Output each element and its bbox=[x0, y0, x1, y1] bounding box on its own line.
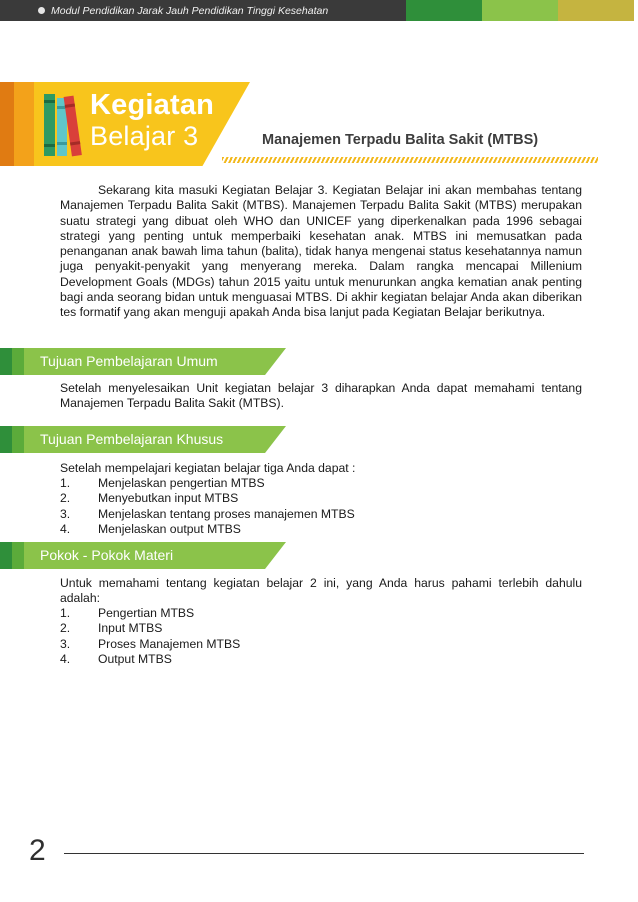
bullet-icon bbox=[38, 7, 45, 14]
title-hatch-underline bbox=[222, 157, 598, 163]
footer-rule bbox=[64, 853, 584, 854]
khusus-list bbox=[60, 476, 355, 537]
umum-paragraph: Setelah menyelesaikan Unit kegiatan belajar 3 diharapkan Anda dapat memahami tentang Manajemen Terpadu Balita Sakit (MTBS). bbox=[60, 381, 582, 411]
header-color-block-lightgreen bbox=[482, 0, 558, 21]
header-edge bbox=[634, 0, 638, 21]
header-dark-band bbox=[0, 0, 406, 21]
section-header-umum bbox=[0, 348, 290, 375]
list-item: 1. Pengertian MTBS bbox=[60, 606, 195, 620]
list-item: 3. Menjelaskan tentang proses manajemen MTBS bbox=[60, 506, 355, 521]
list-item: 2. Menyebutkan input MTBS bbox=[60, 491, 239, 506]
list-item: 1. Menjelaskan pengertian MTBS bbox=[60, 476, 265, 490]
header-bar bbox=[0, 0, 638, 21]
books-icon bbox=[42, 88, 82, 160]
list-item: 4. Output MTBS bbox=[60, 651, 172, 666]
list-item: 3. Proses Manajemen MTBS bbox=[60, 636, 241, 651]
list-item: 4. Menjelaskan output MTBS bbox=[60, 521, 241, 536]
header-color-block-green bbox=[406, 0, 482, 21]
chapter-label-line2: Belajar 3 bbox=[90, 121, 199, 151]
module-title: Modul Pendidikan Jarak Jauh Pendidikan Tinggi Kesehatan bbox=[51, 4, 329, 17]
section-title: Pokok - Pokok Materi bbox=[40, 547, 174, 563]
list-item: 2. Input MTBS bbox=[60, 621, 163, 636]
page-number: 2 bbox=[29, 834, 46, 867]
chapter-title: Manajemen Terpadu Balita Sakit (MTBS) bbox=[262, 132, 539, 148]
section-title: Tujuan Pembelajaran Umum bbox=[40, 353, 218, 369]
header-color-block-olive bbox=[558, 0, 634, 21]
banner-stripe-amber bbox=[14, 82, 34, 166]
section-header-khusus bbox=[0, 426, 290, 453]
chapter-label-line1: Kegiatan bbox=[90, 89, 215, 121]
section-title: Tujuan Pembelajaran Khusus bbox=[40, 431, 224, 447]
banner-stripe-orange bbox=[0, 82, 14, 166]
khusus-intro: Setelah mempelajari kegiatan belajar tiga Anda dapat : bbox=[60, 461, 356, 475]
pokok-list bbox=[60, 606, 240, 667]
pokok-intro: Untuk memahami tentang kegiatan belajar 2 ini, yang Anda harus pahami terlebih dahulu adalah: bbox=[60, 576, 582, 606]
intro-paragraph: Sekarang kita masuki Kegiatan Belajar 3. Kegiatan Belajar ini akan membahas tentang Manajemen Terpadu Balita Sakit (MTBS). Manajemen Terpadu Balita Sakit (MTBS) merupakan suatu strategi yang dibuat oleh WHO dan UNICEF yang diperkenalkan pada 1996 sebagai strategi yang penting untuk memperbaiki kesehatan anak. MTBS ini memusatkan pada penanganan anak bawah lima tahun (balita), tidak hanya mengenai status kesehatannya namun juga penyakit-penyakit yang menyerang mereka. Dalam rangka mencapai Millenium Development Goals (MDGs) tahun 2015 yaitu untuk menurunkan angka kematian anak penting bagi anda seorang bidan untuk menguasai MTBS. Di akhir kegiatan belajar Anda akan diberikan tes formatif yang akan menguji apakah Anda bisa lanjut pada Kegiatan Belajar berikutnya. bbox=[60, 183, 582, 320]
section-header-pokok bbox=[0, 542, 290, 569]
